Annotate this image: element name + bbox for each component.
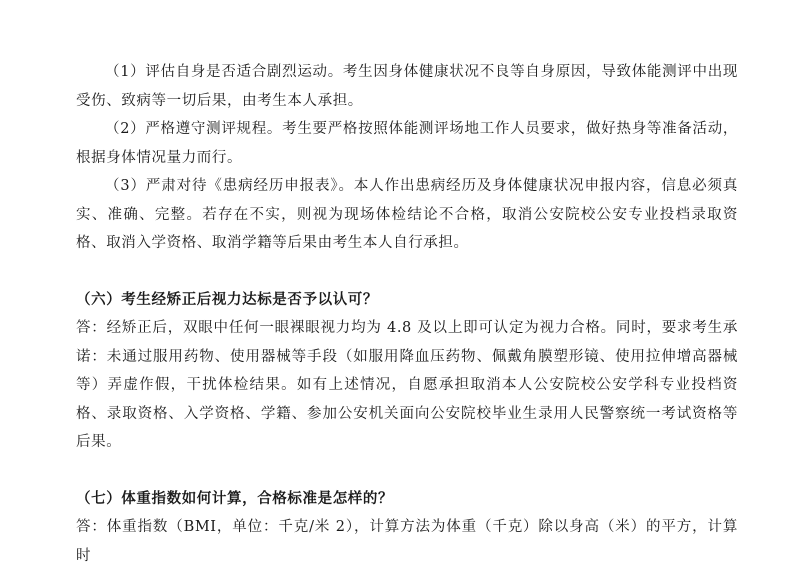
question-heading-7: （七）体重指数如何计算，合格标准是怎样的？ bbox=[76, 489, 394, 507]
paragraph-item-2: （2）严格遵守测评规程。考生要严格按照体能测评场地工作人员要求，做好热身等准备活动，根据身体情况量力而行。 bbox=[76, 121, 738, 166]
section-spacer bbox=[76, 457, 738, 485]
question-heading-6: （六）考生经矫正后视力达标是否予以认可？ bbox=[76, 290, 378, 308]
answer-paragraph-7: 答：体重指数（BMI，单位：千克/米 2），计算方法为体重（千克）除以身高（米）的平方，计算时 bbox=[76, 519, 738, 564]
section-spacer bbox=[76, 258, 738, 286]
paragraph-item-3: （3）严肃对待《患病经历申报表》。本人作出患病经历及身体健康状况申报内容，信息必须真实、准确、完整。若存在不实，则视为现场体检结论不合格，取消公安院校公安专业投档录取资格、取消入学资格、取消学籍等后果由考生本人自行承担。 bbox=[76, 178, 738, 251]
paragraph-item-1: （1）评估自身是否适合剧烈运动。考生因身体健康状况不良等自身原因，导致体能测评中出现受伤、致病等一切后果，由考生本人承担。 bbox=[76, 64, 738, 109]
answer-paragraph-6: 答：经矫正后，双眼中任何一眼裸眼视力均为 4.8 及以上即可认定为视力合格。同时，要求考生承诺：未通过服用药物、使用器械等手段（如服用降血压药物、佩戴角膜塑形镜、使用拉伸增高器械等）弄虚作假，干扰体检结果。如有上述情况，自愿承担取消本人公安院校公安学科专业投档资格、录取资格、入学资格、学籍、参加公安机关面向公安院校毕业生录用人民警察统一考试资格等后果。 bbox=[76, 320, 738, 450]
